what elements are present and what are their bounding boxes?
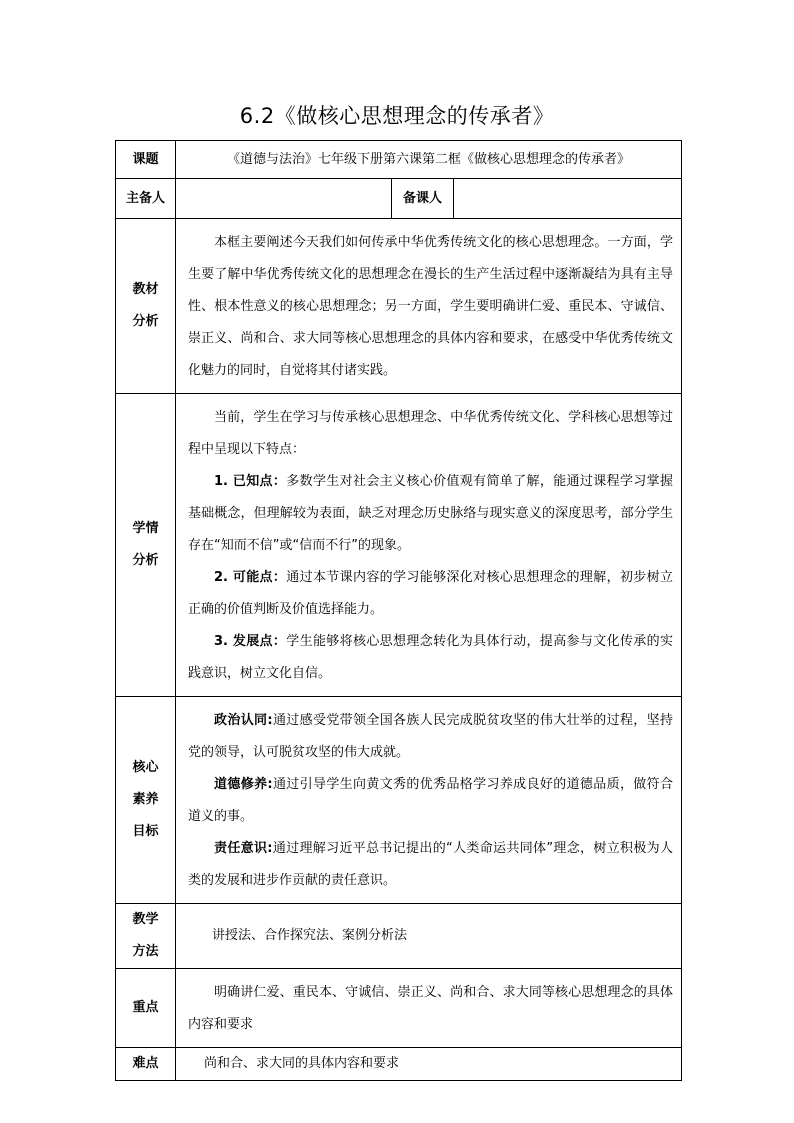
teaching-method-label — [116, 904, 176, 969]
learner-point-text: 学生能够将核心思想理念转化为具体行动，提高参与文化传承的实践意识，树立文化自信。 — [188, 634, 673, 681]
goal-heading: 政治认同: — [214, 713, 273, 728]
goal-heading: 道德修养: — [214, 777, 273, 792]
learner-point — [188, 562, 673, 626]
key-point-content — [176, 969, 682, 1048]
topic-row — [116, 141, 682, 179]
key-point-label: 重点 — [116, 969, 176, 1048]
material-label-line-1: 教材 — [132, 282, 159, 297]
lesson-plan-table — [115, 140, 682, 1081]
method-label-line-2: 方法 — [132, 944, 159, 959]
goal-text: 通过理解习近平总书记提出的“人类命运共同体”理念，树立积极为人类的发展和进步作贡献的责任意识。 — [188, 841, 673, 888]
teaching-method-row — [116, 904, 682, 969]
goal-heading: 责任意识: — [214, 841, 273, 856]
learner-analysis-label — [116, 394, 176, 697]
goal-item — [188, 705, 673, 769]
learner-point — [188, 626, 673, 690]
main-preparer-label: 主备人 — [116, 179, 176, 219]
learner-analysis-content — [176, 394, 682, 697]
goals-label-line-1: 核心 — [132, 760, 159, 775]
learner-point-heading: 2. 可能点： — [214, 570, 287, 585]
learner-intro: 当前，学生在学习与传承核心思想理念、中华优秀传统文化、学科核心思想等过程中呈现以下特点： — [188, 410, 673, 457]
difficulty-content: 尚和合、求大同的具体内容和要求 — [176, 1048, 682, 1081]
material-analysis-text: 本框主要阐述今天我们如何传承中华优秀传统文化的核心思想理念。一方面，学生要了解中华优秀传统文化的思想理念在漫长的生产生活过程中逐渐凝结为具有主导性、根本性意义的核心思想理念；另一方面，学生要明确讲仁爱、重民本、守诚信、崇正义、尚和合、求大同等核心思想理念的具体内容和要求，在感受中华优秀传统文化魅力的同时，自觉将其付诸实践。 — [188, 235, 673, 378]
goal-item — [188, 769, 673, 833]
method-label-line-1: 教学 — [132, 912, 159, 927]
main-preparer-value — [176, 179, 392, 219]
learner-point-heading: 1. 已知点： — [214, 474, 287, 489]
key-point-row — [116, 969, 682, 1048]
material-analysis-row — [116, 219, 682, 394]
key-point-text: 明确讲仁爱、重民本、守诚信、崇正义、尚和合、求大同等核心思想理念的具体内容和要求 — [188, 985, 673, 1032]
material-label-line-2: 分析 — [132, 314, 159, 329]
difficulty-label: 难点 — [116, 1048, 176, 1081]
material-analysis-label — [116, 219, 176, 394]
learner-analysis-row — [116, 394, 682, 697]
learner-point-text: 通过本节课内容的学习能够深化对核心思想理念的理解，初步树立正确的价值判断及价值选择能力。 — [188, 570, 673, 617]
goal-text: 通过引导学生向黄文秀的优秀品格学习养成良好的道德品质，做符合道义的事。 — [188, 777, 673, 824]
page-title: 6.2《做核心思想理念的传承者》 — [239, 104, 555, 128]
learner-point-text: 多数学生对社会主义核心价值观有简单了解，能通过课程学习掌握基础概念，但理解较为表面，缺乏对理念历史脉络与现实意义的深度思考，部分学生存在“知而不信”或“信而不行”的现象。 — [188, 474, 673, 553]
learner-label-line-1: 学情 — [132, 521, 159, 536]
learner-label-line-2: 分析 — [132, 553, 159, 568]
topic-label: 课题 — [116, 141, 176, 179]
goals-label-line-2: 素养 — [132, 792, 159, 807]
core-goals-row — [116, 697, 682, 904]
difficulty-row — [116, 1048, 682, 1081]
topic-value: 《道德与法治》七年级下册第六课第二框《做核心思想理念的传承者》 — [176, 141, 682, 179]
co-preparer-value — [454, 179, 682, 219]
goal-text: 通过感受党带领全国各族人民完成脱贫攻坚的伟大壮举的过程，坚持党的领导，认可脱贫攻坚的伟大成就。 — [188, 713, 673, 760]
learner-point-heading: 3. 发展点： — [214, 634, 287, 649]
co-preparer-label: 备课人 — [392, 179, 454, 219]
teaching-method-content: 讲授法、合作探究法、案例分析法 — [176, 904, 682, 969]
core-goals-content — [176, 697, 682, 904]
material-analysis-content — [176, 219, 682, 394]
preparer-row — [116, 179, 682, 219]
goal-item — [188, 833, 673, 897]
goals-label-line-3: 目标 — [132, 824, 159, 839]
learner-point — [188, 466, 673, 562]
core-goals-label — [116, 697, 176, 904]
